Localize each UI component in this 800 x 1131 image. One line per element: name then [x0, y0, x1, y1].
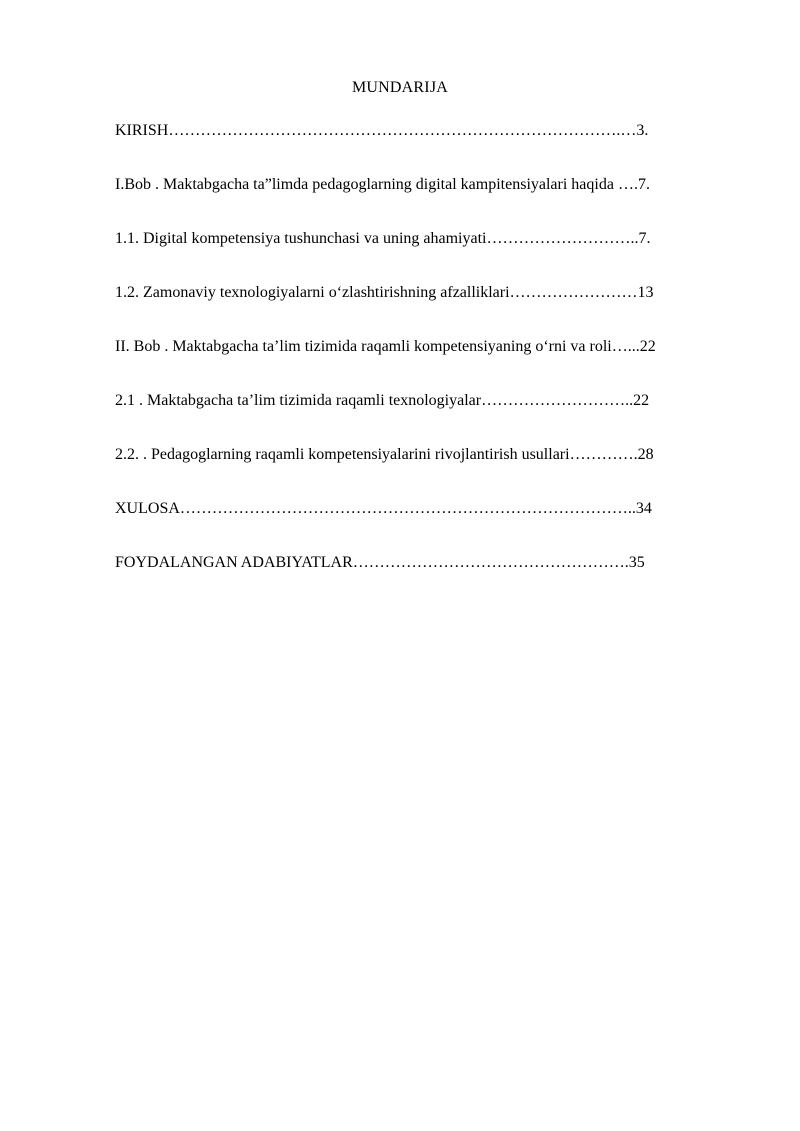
toc-entry-chapter-1: [115, 175, 745, 211]
toc-entry-chapter-2: [115, 337, 745, 373]
toc-entry-text: 2.2. . Pedagoglarning raqamli kompetensiyalarini rivojlantirish usullari………….28: [115, 446, 654, 463]
toc-title: MUNDARIJA: [351, 79, 449, 96]
toc-entry-text: 2.1 . Maktabgacha ta’lim tizimida raqamli texnologiyalar………………………..22: [115, 392, 650, 409]
toc-entry-xulosa: [115, 499, 745, 535]
toc-entry-text: 1.1. Digital kompetensiya tushunchasi va uning ahamiyati………………………..7.: [115, 230, 651, 247]
toc-entry-text: 1.2. Zamonaviy texnologiyalarni o‘zlashtirishning afzalliklari……………………13: [115, 284, 654, 301]
toc-entry-section-2-1: [115, 391, 745, 427]
toc-list: [115, 121, 745, 607]
toc-entry-text: KIRISH………………………………………………………………………….…3.: [115, 122, 649, 139]
toc-entry-references: [115, 553, 745, 589]
toc-entry-text: FOYDALANGAN ADABIYATLAR…………………………………………….35: [115, 554, 645, 571]
toc-entry-section-2-2: [115, 445, 745, 481]
toc-entry-section-1-2: [115, 283, 745, 319]
toc-entry-text: II. Bob . Maktabgacha ta’lim tizimida raqamli kompetensiyaning o‘rni va roli…...22: [115, 338, 656, 355]
toc-entry-text: I.Bob . Maktabgacha ta”limda pedagoglarning digital kampitensiyalari haqida ….7.: [115, 176, 650, 193]
toc-entry-kirish: [115, 121, 745, 157]
toc-entry-section-1-1: [115, 229, 745, 265]
toc-entry-text: XULOSA…………………………………………………………………………..34: [115, 500, 652, 517]
